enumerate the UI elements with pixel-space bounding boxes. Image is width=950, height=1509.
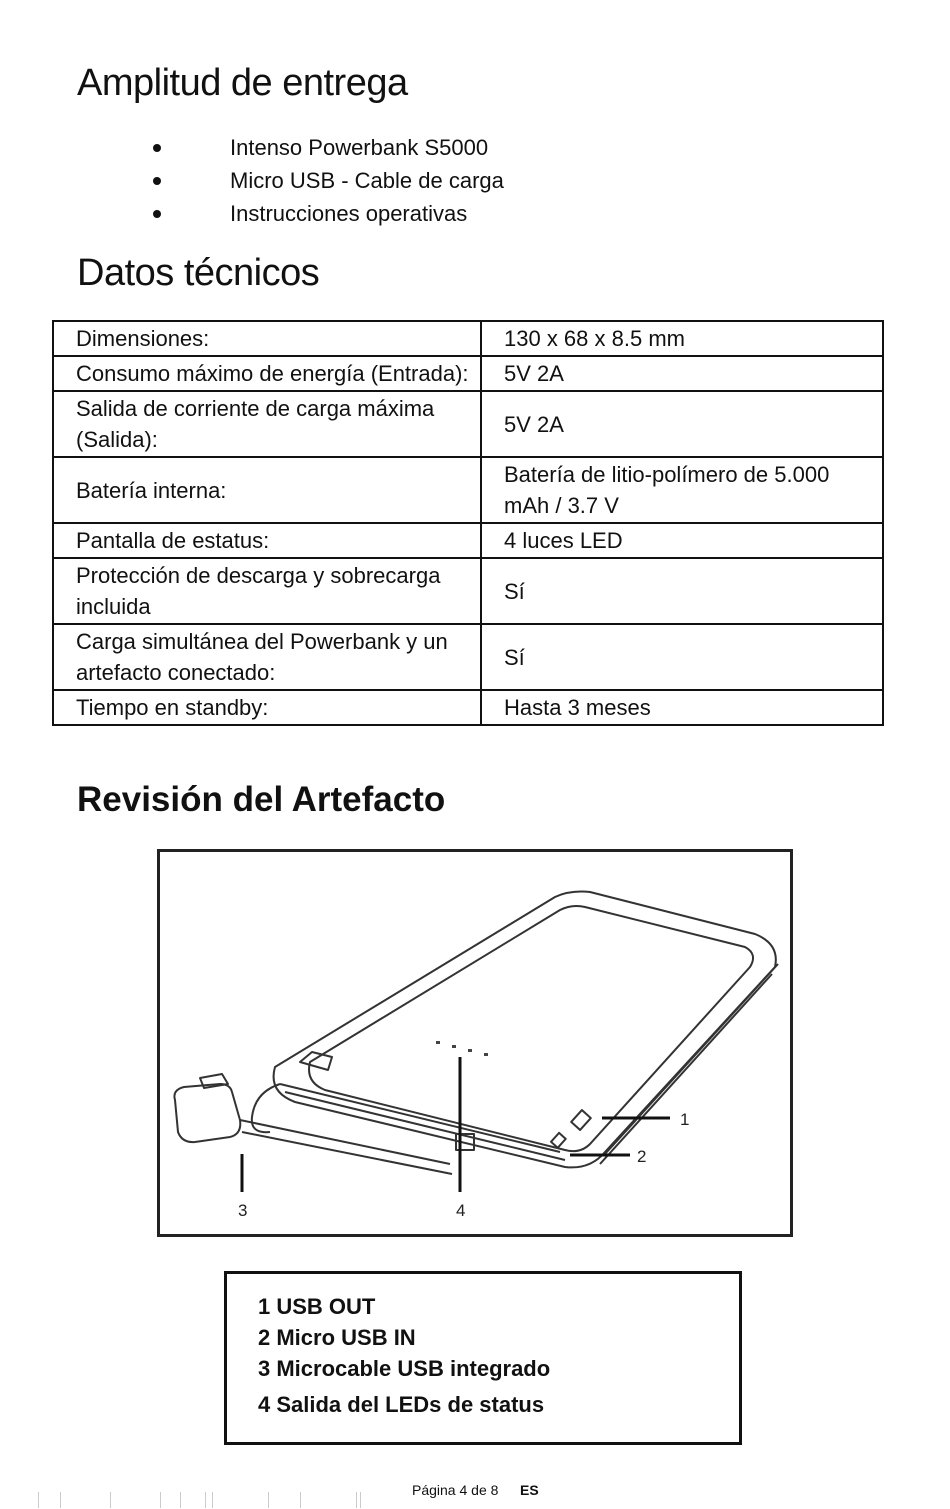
table-row (53, 391, 883, 457)
table-row (53, 558, 883, 624)
powerbank-drawing (160, 852, 790, 1234)
spec-value: 130 x 68 x 8.5 mm (481, 321, 883, 356)
callout-4: 4 (456, 1201, 466, 1220)
spec-label: Carga simultánea del Powerbank y un artefacto conectado: (53, 624, 481, 690)
spec-label: Tiempo en standby: (53, 690, 481, 725)
legend-item: 3 Microcable USB integrado (258, 1356, 551, 1381)
list-item-text: Intenso Powerbank S5000 (230, 135, 489, 160)
list-item-text: Micro USB - Cable de carga (230, 168, 504, 193)
table-row (53, 356, 883, 391)
spec-label: Salida de corriente de carga máxima (Salida): (53, 391, 481, 457)
bullet-icon (153, 177, 161, 185)
spec-table (52, 320, 884, 726)
section-title-revision: Revisión del Artefacto (77, 780, 446, 819)
list-item-text: Instrucciones operativas (230, 201, 468, 226)
table-row (53, 523, 883, 558)
language-code: ES (520, 1482, 539, 1498)
figure-legend (224, 1271, 742, 1445)
spec-label: Protección de descarga y sobrecarga incluida (53, 558, 481, 624)
table-row (53, 321, 883, 356)
page-footer (0, 1480, 950, 1509)
section-title-datos: Datos técnicos (77, 252, 320, 294)
bullet-icon (153, 144, 161, 152)
spec-value: 4 luces LED (481, 523, 883, 558)
callout-1: 1 (680, 1110, 690, 1129)
spec-value: Batería de litio-polímero de 5.000 mAh / 3.7 V (481, 457, 883, 523)
table-row (53, 624, 883, 690)
spec-label: Dimensiones: (53, 321, 481, 356)
spec-label: Batería interna: (53, 457, 481, 523)
spec-value: 5V 2A (481, 356, 883, 391)
spec-value: 5V 2A (481, 391, 883, 457)
bullet-icon (153, 210, 161, 218)
legend-item: 1 USB OUT (258, 1294, 376, 1319)
section-title-amplitud: Amplitud de entrega (77, 62, 408, 104)
legend-item: 4 Salida del LEDs de status (258, 1392, 545, 1417)
spec-label: Pantalla de estatus: (53, 523, 481, 558)
table-row (53, 690, 883, 725)
spec-label: Consumo máximo de energía (Entrada): (53, 356, 481, 391)
callout-2: 2 (637, 1147, 647, 1166)
spec-value: Hasta 3 meses (481, 690, 883, 725)
spec-value: Sí (481, 624, 883, 690)
table-row (53, 457, 883, 523)
spec-value: Sí (481, 558, 883, 624)
legend-item: 2 Micro USB IN (258, 1325, 416, 1350)
callout-3: 3 (238, 1201, 248, 1220)
page-number: Página 4 de 8 (412, 1482, 499, 1498)
device-figure (157, 849, 793, 1237)
